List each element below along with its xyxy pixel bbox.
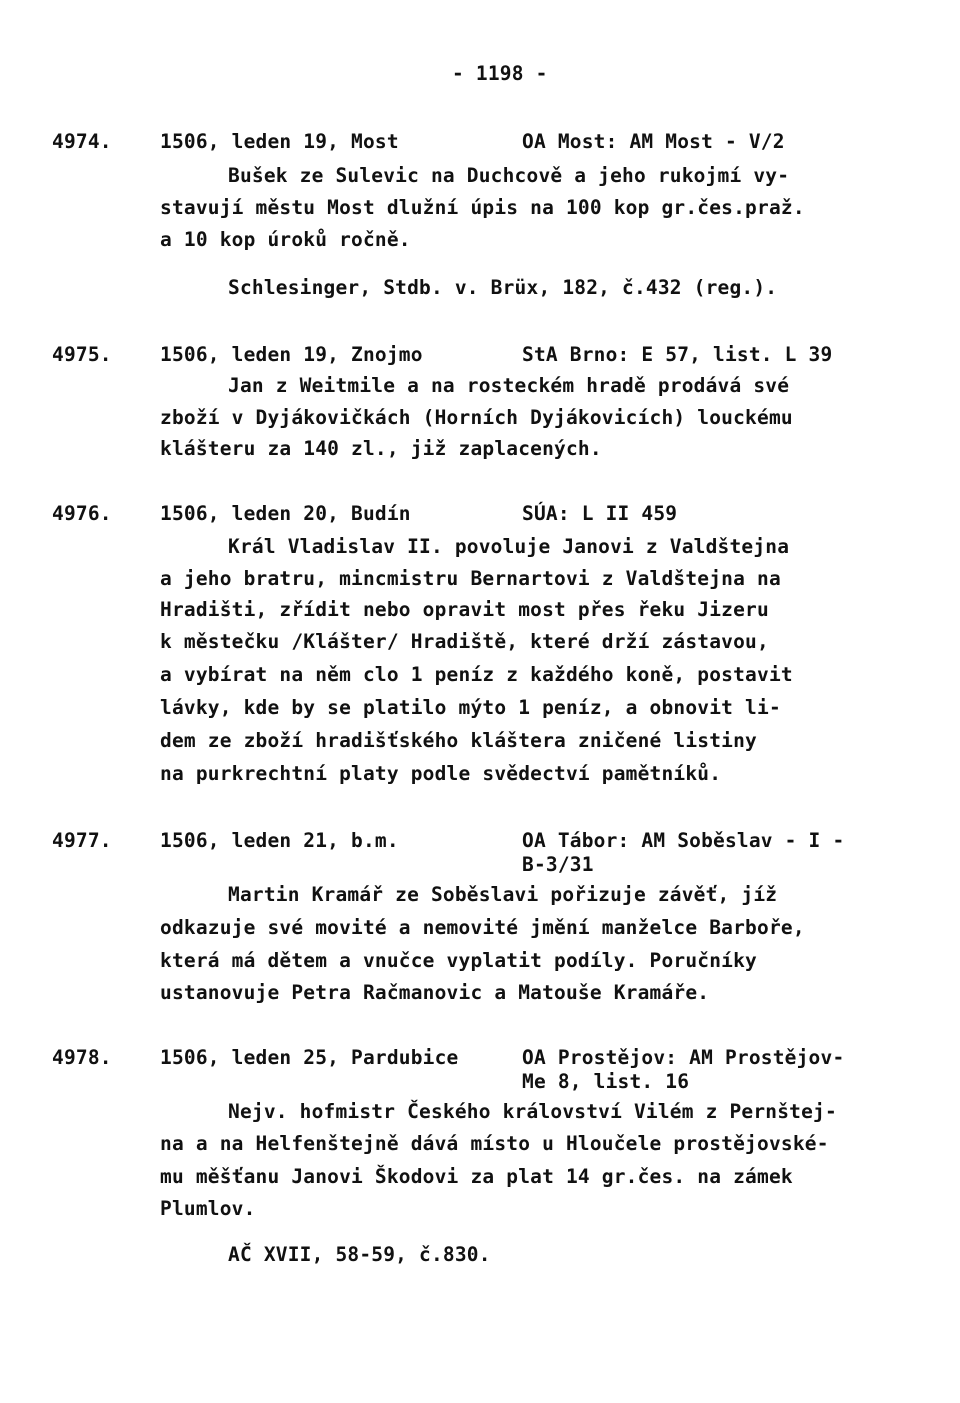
entry-number: 4975. bbox=[52, 343, 112, 366]
entry-number: 4974. bbox=[52, 130, 112, 153]
entry-body-line: dem ze zboží hradišťského kláštera zničené listiny bbox=[160, 729, 757, 752]
entry-body-line: ustanovuje Petra Račmanovic a Matouše Kramáře. bbox=[160, 981, 710, 1004]
entry-body-line: Král Vladislav II. povoluje Janovi z Valdštejna bbox=[228, 535, 790, 558]
entry-source: SÚA: L II 459 bbox=[522, 502, 678, 525]
entry-body-line: klášteru za 140 zl., již zaplacených. bbox=[160, 437, 602, 460]
entry-body-line: k městečku /Klášter/ Hradiště, které drží zástavou, bbox=[160, 630, 769, 653]
entry-source: OA Tábor: AM Soběslav - I - bbox=[522, 829, 845, 852]
entry-body-line: Martin Kramář ze Soběslavi pořizuje závěť, jíž bbox=[228, 883, 778, 906]
entry-body-line: Plumlov. bbox=[160, 1197, 256, 1220]
entry-reference: Schlesinger, Stdb. v. Brüx, 182, č.432 (reg.). bbox=[228, 276, 778, 299]
entry-body-line: a vybírat na něm clo 1 peníz z každého koně, postavit bbox=[160, 663, 793, 686]
entry-source: OA Most: AM Most - V/2 bbox=[522, 130, 785, 153]
entry-body-line: Bušek ze Sulevic na Duchcově a jeho rukojmí vy- bbox=[228, 164, 790, 187]
entry-heading: 1506, leden 21, b.m. bbox=[160, 829, 399, 852]
entry-source-continued: Me 8, list. 16 bbox=[522, 1070, 690, 1093]
entry-source-continued: B-3/31 bbox=[522, 853, 594, 876]
entry-body-line: a jeho bratru, mincmistru Bernartovi z Valdštejna na bbox=[160, 567, 781, 590]
entry-number: 4976. bbox=[52, 502, 112, 525]
entry-source: StA Brno: E 57, list. L 39 bbox=[522, 343, 833, 366]
entry-reference: AČ XVII, 58-59, č.830. bbox=[228, 1243, 491, 1266]
entry-number: 4978. bbox=[52, 1046, 112, 1069]
entry-source: OA Prostějov: AM Prostějov- bbox=[522, 1046, 845, 1069]
entry-body-line: stavují městu Most dlužní úpis na 100 kop gr.čes.praž. bbox=[160, 196, 805, 219]
entry-body-line: a 10 kop úroků ročně. bbox=[160, 228, 411, 251]
entry-body-line: na purkrechtní platy podle svědectví pamětníků. bbox=[160, 762, 722, 785]
entry-heading: 1506, leden 19, Znojmo bbox=[160, 343, 423, 366]
entry-heading: 1506, leden 25, Pardubice bbox=[160, 1046, 459, 1069]
entry-heading: 1506, leden 20, Budín bbox=[160, 502, 411, 525]
entry-body-line: lávky, kde by se platilo mýto 1 peníz, a obnovit li- bbox=[160, 696, 781, 719]
page-number: - 1198 - bbox=[452, 62, 548, 85]
entry-body-line: Jan z Weitmile a na rosteckém hradě prodává své bbox=[228, 374, 790, 397]
entry-heading: 1506, leden 19, Most bbox=[160, 130, 399, 153]
entry-body-line: Hradišti, zřídit nebo opravit most přes řeku Jizeru bbox=[160, 598, 769, 621]
entry-body-line: mu měšťanu Janovi Škodovi za plat 14 gr.čes. na zámek bbox=[160, 1165, 793, 1188]
entry-body-line: na a na Helfenštejně dává místo u Hloučele prostějovské- bbox=[160, 1132, 829, 1155]
entry-number: 4977. bbox=[52, 829, 112, 852]
entry-body-line: která má dětem a vnučce vyplatit podíly. Poručníky bbox=[160, 949, 757, 972]
entry-body-line: zboží v Dyjákovičkách (Horních Dyjákovicích) louckému bbox=[160, 406, 793, 429]
entry-body-line: odkazuje své movité a nemovité jmění manželce Barboře, bbox=[160, 916, 805, 939]
entry-body-line: Nejv. hofmistr Českého království Vilém z Pernštej- bbox=[228, 1100, 837, 1123]
